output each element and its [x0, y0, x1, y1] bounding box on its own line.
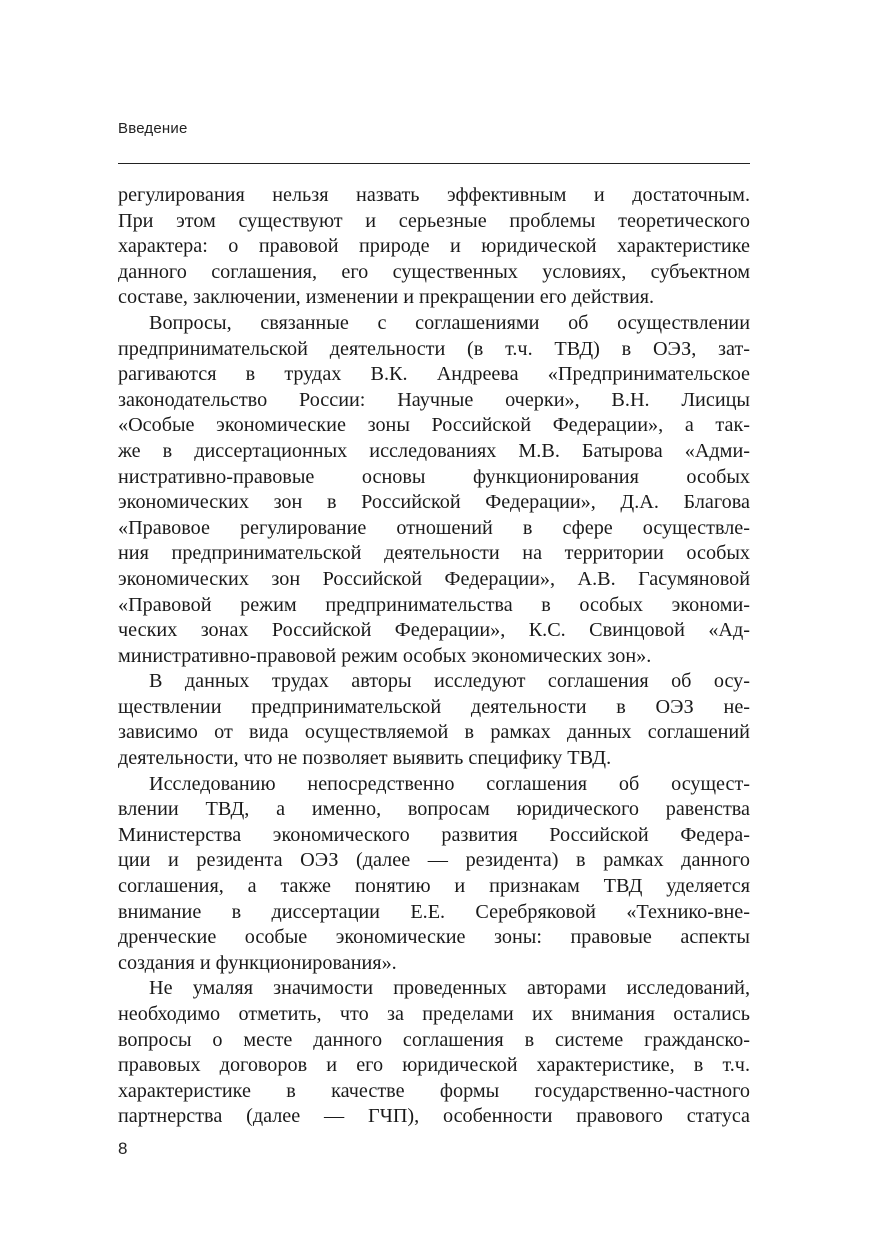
text-line: правовых договоров и его юридической характеристике, в т.ч.: [118, 1054, 750, 1077]
text-line: ции и резидента ОЭЗ (далее — резидента) в рамках данного: [118, 849, 750, 872]
text-line: министративно-правовой режим особых экономических зон».: [118, 644, 652, 667]
text-line: При этом существуют и серьезные проблемы теоретического: [118, 209, 750, 232]
text-line: Вопросы, связанные с соглашениями об осуществлении: [149, 311, 750, 334]
text-line: экономических зон Российской Федерации», А.В. Гасумяновой: [118, 567, 750, 590]
body-text: [118, 183, 750, 1130]
paragraph-3: [118, 669, 750, 771]
text-line: влении ТВД, а именно, вопросам юридического равенства: [118, 798, 750, 821]
text-line: зависимо от вида осуществляемой в рамках данных соглашений: [118, 721, 750, 744]
text-line: дренческие особые экономические зоны: правовые аспекты: [118, 926, 750, 949]
text-line: «Правовой режим предпринимательства в особых экономи-: [118, 593, 750, 616]
text-line: партнерства (далее — ГЧП), особенности правового статуса: [118, 1105, 750, 1128]
text-line: Исследованию непосредственно соглашения об осущест-: [149, 772, 750, 795]
text-line: «Правовое регулирование отношений в сфере осуществле-: [118, 516, 750, 539]
text-line: ществлении предпринимательской деятельности в ОЭЗ не-: [118, 695, 750, 718]
text-line: необходимо отметить, что за пределами их внимания остались: [118, 1003, 750, 1025]
text-line: данного соглашения, его существенных условиях, субъектном: [118, 260, 750, 283]
text-line: экономических зон в Российской Федерации», Д.А. Благова: [118, 491, 750, 514]
text-line: В данных трудах авторы исследуют соглашения об осу-: [149, 670, 750, 693]
text-line: ческих зонах Российской Федерации», К.С. Свинцовой «Ад-: [118, 619, 750, 642]
page-number: 8: [118, 1139, 128, 1158]
text-line: предпринимательской деятельности (в т.ч. ТВД) в ОЭЗ, зат-: [118, 337, 750, 360]
paragraph-4: [118, 772, 750, 977]
text-line: характера: о правовой природе и юридической характеристике: [118, 235, 750, 258]
text-line: составе, заключении, изменении и прекращении его действия.: [118, 286, 655, 309]
text-line: рагиваются в трудах В.К. Андреева «Предпринимательское: [118, 363, 750, 386]
text-line: же в диссертационных исследованиях М.В. Батырова «Адми-: [118, 439, 750, 462]
text-line: создания и функционирования».: [118, 951, 397, 974]
text-line: характеристике в качестве формы государственно-частного: [118, 1079, 750, 1102]
text-line: законодательство России: Научные очерки», В.Н. Лисицы: [118, 388, 750, 411]
text-line: ния предпринимательской деятельности на территории особых: [118, 542, 750, 565]
text-line: «Особые экономические зоны Российской Федерации», а так-: [118, 414, 750, 437]
text-line: соглашения, а также понятию и признакам ТВД уделяется: [118, 875, 750, 898]
text-line: регулирования нельзя назвать эффективным и достаточным.: [118, 184, 750, 206]
text-line: вопросы о месте данного соглашения в системе гражданско-: [118, 1028, 750, 1051]
text-line: нистративно-правовые основы функционирования особых: [118, 465, 750, 488]
text-line: Не умаляя значимости проведенных авторами исследований,: [149, 977, 750, 1000]
text-line: внимание в диссертации Е.Е. Серебряковой «Технико-вне-: [118, 900, 750, 923]
running-head: Введение: [118, 120, 188, 137]
header-divider: [118, 163, 750, 164]
text-line: Министерства экономического развития Российской Федера-: [118, 823, 750, 846]
paragraph-5: [118, 976, 750, 1130]
text-line: деятельности, что не позволяет выявить специфику ТВД.: [118, 747, 612, 770]
paragraph-2: [118, 311, 750, 669]
paragraph-1: [118, 183, 750, 311]
